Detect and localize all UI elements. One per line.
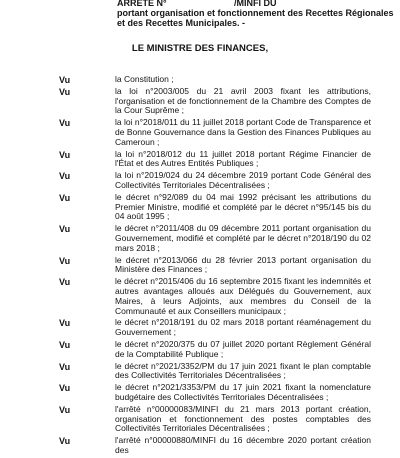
vu-text: le décret n°2021/3353/PM du 17 juin 2021 fixant la nomenclature budgétaire des Collectivités Territoriales Décentralisées ; xyxy=(115,382,371,402)
vu-label: Vu xyxy=(59,339,71,350)
vu-text: le décret n°2018/191 du 02 mars 2018 portant réaménagement du Gouvernement ; xyxy=(115,317,371,338)
vu-item xyxy=(0,118,400,147)
vu-label: Vu xyxy=(59,75,71,85)
vu-item xyxy=(0,340,400,360)
vu-item xyxy=(0,87,400,116)
vu-label: Vu xyxy=(59,171,71,182)
vu-label: Vu xyxy=(59,361,71,372)
vu-text: la loi n°2019/024 du 24 décembre 2019 portant Code Général des Collectivités Territoriales Décentralisées ; xyxy=(115,170,371,190)
vu-item xyxy=(0,277,400,316)
vu-text: le décret n°2015/406 du 16 septembre 2015 fixant les indemnités et autres avantages alloués aux Délégués du Gouvernement, aux Maires, à leurs Adjoints, aux membres du Conseil de la Communauté et aux Conseillers municipaux ; xyxy=(115,276,371,316)
vu-text: le décret n°2013/066 du 28 février 2013 portant organisation du Ministère des Finances ; xyxy=(115,254,371,275)
vu-item xyxy=(0,405,400,434)
vu-label: Vu xyxy=(59,404,71,415)
vu-label: Vu xyxy=(59,149,71,160)
decree-subject-line-2: et des Recettes Municipales. - xyxy=(117,18,246,28)
vu-item xyxy=(0,436,400,456)
vu-item xyxy=(0,150,400,170)
vu-label: Vu xyxy=(59,192,71,203)
vu-text: l'arrêté n°00000880/MINFI du 16 décembre 2020 portant création des xyxy=(115,435,371,455)
vu-text: le décret n°2011/408 du 09 décembre 2011 portant organisation du Gouvernement, modifié et complété par le décret n°2018/190 du 02 mars 2018 ; xyxy=(115,223,371,253)
vu-label: Vu xyxy=(59,255,71,266)
vu-label: Vu xyxy=(59,383,71,394)
vu-text: la Constitution ; xyxy=(115,74,174,84)
vu-text: le décret n°92/089 du 04 mai 1992 précisant les attributions du Premier Ministre, modifié et complété par le décret n°95/145 bis du 04 août 1995 ; xyxy=(115,191,371,222)
vu-text: la loi n°2003/005 du 21 avril 2003 fixant les attributions, l'organisation et de fonctionnement de la Chambre des Comptes de la Cour Suprême ; xyxy=(115,85,371,116)
vu-label: Vu xyxy=(59,277,71,288)
vu-text: le décret n°2020/375 du 07 juillet 2020 portant Règlement Général de la Comptabilité Publique ; xyxy=(115,338,371,359)
vu-item xyxy=(0,193,400,222)
vu-label: Vu xyxy=(59,436,71,447)
vu-text: le décret n°2021/3352/PM du 17 juin 2021 fixant le plan comptable des Collectivités Territoriales Décentralisées ; xyxy=(115,360,371,381)
vu-text: la loi n°2018/011 du 11 juillet 2018 portant Code de Transparence et de Bonne Gouvernance dans la Gestion des Finances Publiques au Cameroun ; xyxy=(115,117,371,147)
vu-label: Vu xyxy=(59,118,71,129)
minister-title: LE MINISTRE DES FINANCES, xyxy=(131,43,269,54)
vu-item xyxy=(0,256,400,276)
vu-text: la loi n°2018/012 du 11 juillet 2018 portant Régime Financier de l'État et des Autres Entités Publiques ; xyxy=(115,148,371,169)
decree-number-line xyxy=(117,0,387,8)
vu-label: Vu xyxy=(59,86,71,97)
vu-text: l'arrêté n°00000083/MINFI du 21 mars 2013 portant création, organisation et fonctionnement des postes comptables des Collectivités Territoriales Décentralisées ; xyxy=(115,403,371,434)
decree-header xyxy=(117,0,394,28)
vu-item xyxy=(0,224,400,253)
vu-label: Vu xyxy=(59,224,71,235)
vu-item xyxy=(0,318,400,338)
vu-list xyxy=(0,75,400,458)
decree-number-label: ARRETE N° xyxy=(117,0,167,8)
vu-item xyxy=(0,171,400,191)
vu-item xyxy=(0,362,400,382)
decree-subject-line-1: portant organisation et fonctionnement des Recettes Régionales xyxy=(117,8,394,18)
vu-item xyxy=(0,75,400,85)
vu-label: Vu xyxy=(59,318,71,329)
decree-ministry-label: /MINFI DU xyxy=(234,0,277,8)
